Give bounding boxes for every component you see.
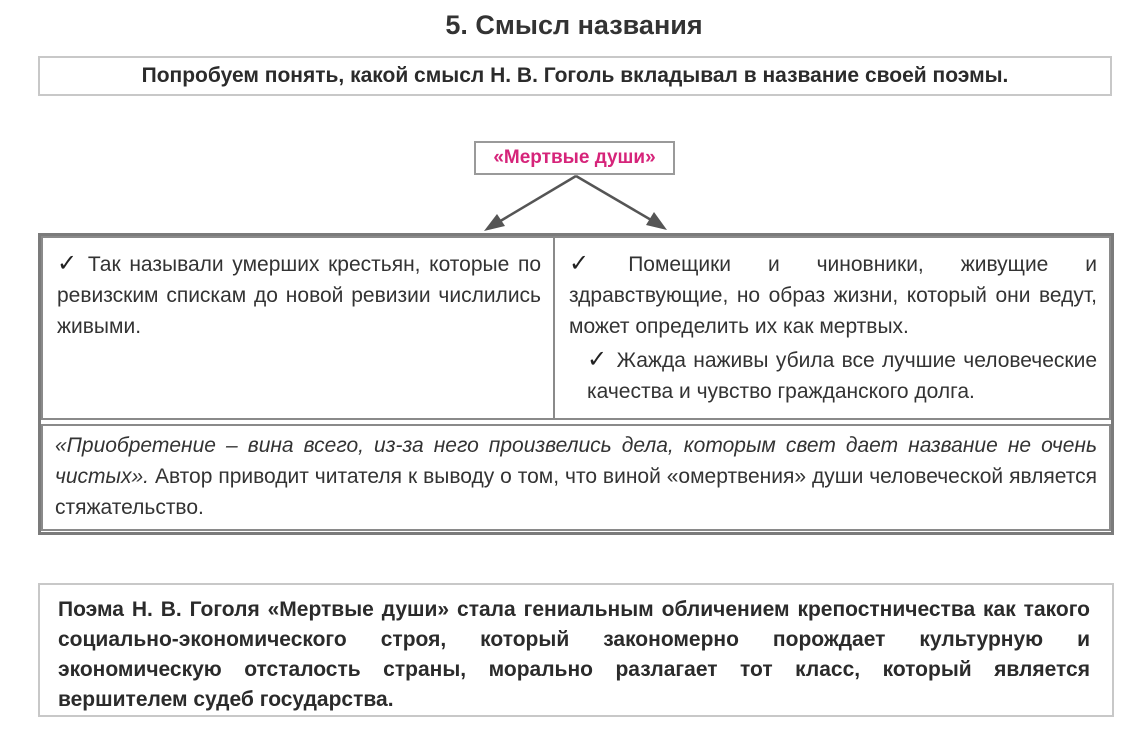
conclusion-text: Поэма Н. В. Гоголя «Мертвые души» стала гениальным обличением крепостничества как такого социально-экономического строя, который закономерно порождает культурную и экономическую отсталость страны, морально разлагает тот класс, который является вершителем судеб государства. [58,598,1090,711]
figurative-item-text: Жажда наживы убила все лучшие человеческие качества и чувство гражданского долга. [587,349,1098,403]
figurative-item-text: Помещики и чиновники, живущие и здравствующие, но образ жизни, который они ведут, может определить их как мертвых. [569,253,1098,338]
figurative-item [569,248,1097,342]
meaning-literal-text: Так называли умерших крестьян, которые по ревизским спискам до новой ревизии числились живыми. [57,253,541,338]
checkmark-icon: ✓ [569,250,621,277]
arrowhead-left [484,214,505,231]
meaning-literal-cell [41,236,555,420]
meaning-figurative-cell [553,236,1111,420]
arrow-right [576,176,658,224]
central-concept-label: «Мертвые души» [493,147,656,168]
conclusion-box [38,583,1114,717]
quote-cell [41,424,1111,531]
checkmark-icon: ✓ [57,250,80,277]
intro-text: Попробуем понять, какой смысл Н. В. Гоголь вкладывал в название своей поэмы. [141,64,1009,87]
checkmark-icon: ✓ [587,346,609,373]
arrow-left [492,176,576,226]
quote-explanation: Автор приводит читателя к выводу о том, что виной «омертвения» души человеческой является стяжательство. [55,465,1097,519]
figurative-item [569,344,1097,407]
arrowhead-right [646,212,667,230]
page-title: 5. Смысл названия [445,10,703,40]
gogol-quote: «Приобретение – вина всего, из-за него произвелись дела, которым свет дает название не очень чистых». [55,434,1097,488]
